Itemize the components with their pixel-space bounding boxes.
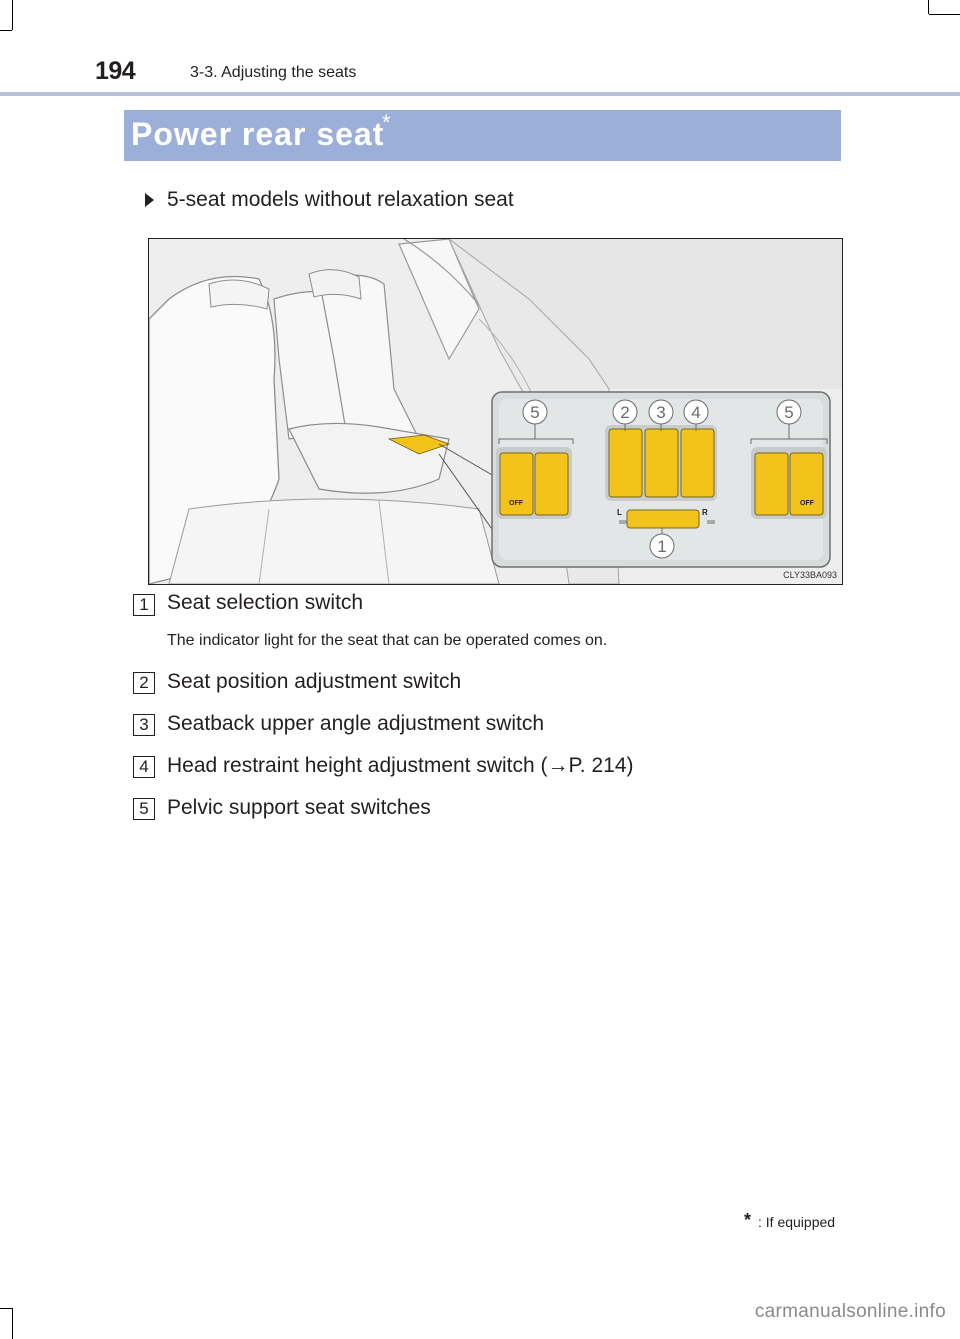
item-number-2: 2 — [133, 672, 155, 694]
item-number-5: 5 — [133, 798, 155, 820]
callout-2: 2 — [620, 403, 630, 422]
page-title: Power rear seat — [131, 116, 385, 152]
item-number-1: 1 — [133, 594, 155, 616]
footnote-text: : If equipped — [758, 1214, 836, 1230]
item-label-seatback-angle: Seatback upper angle adjustment switch — [167, 712, 545, 735]
switch-off-left-label: OFF — [509, 500, 523, 507]
footnote-marker: * — [744, 1210, 752, 1230]
page-number: 194 — [95, 57, 136, 85]
crop-mark-top-left-v — [12, 0, 13, 30]
title-equipped-marker: * — [382, 110, 391, 135]
callout-3: 3 — [656, 403, 666, 422]
subsection-heading: 5-seat models without relaxation seat — [167, 188, 514, 211]
crop-mark-top-right-h — [929, 14, 960, 15]
item-label-seat-position: Seat position adjustment switch — [167, 670, 462, 693]
crop-mark-bottom-left-h — [0, 1308, 12, 1309]
crop-mark-bottom-left-v — [12, 1308, 13, 1339]
crop-mark-top-right-v — [928, 0, 929, 14]
callout-5-right: 5 — [784, 403, 794, 422]
item-label-head-restraint: Head restraint height adjustment switch (→P. 214) — [167, 754, 634, 777]
callout-1: 1 — [657, 537, 667, 556]
switch-left-label: L — [617, 508, 622, 517]
callout-4: 4 — [691, 403, 701, 422]
item-label-seat-selection: Seat selection switch — [167, 591, 364, 614]
rear-seat-illustration — [148, 238, 843, 585]
item-number-4: 4 — [133, 756, 155, 778]
header-rule — [0, 92, 960, 96]
switch-right-label: R — [702, 508, 708, 517]
switch-off-right-label: OFF — [800, 500, 814, 507]
section-title: 3-3. Adjusting the seats — [190, 64, 357, 81]
crop-mark-top-left-h — [0, 30, 12, 31]
item-label-pelvic-support: Pelvic support seat switches — [167, 796, 431, 819]
item-note-indicator: The indicator light for the seat that can be operated comes on. — [167, 632, 608, 649]
item-number-3: 3 — [133, 714, 155, 736]
figure-code: CLY33BA093 — [783, 570, 837, 580]
callout-5-left: 5 — [530, 403, 540, 422]
bullet-arrow-icon — [145, 193, 154, 207]
watermark: carmanualsonline.info — [754, 1301, 946, 1322]
